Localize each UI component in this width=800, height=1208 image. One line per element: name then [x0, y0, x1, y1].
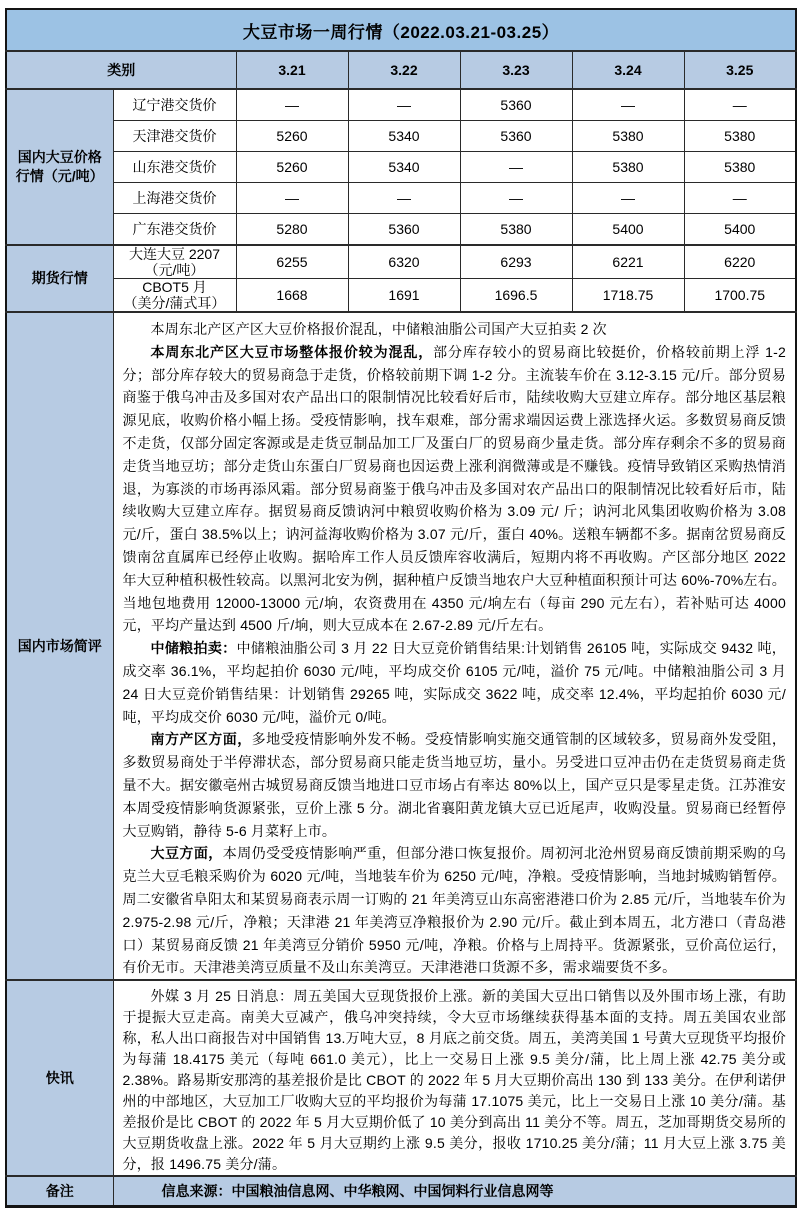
paragraph-lead: 南方产区方面，	[150, 731, 252, 748]
review-paragraph	[123, 318, 787, 341]
column-header-date: 3.24	[572, 51, 684, 89]
table-row	[6, 89, 796, 121]
futures-value-cell: 6255	[236, 245, 348, 279]
futures-value-cell: 6320	[348, 245, 460, 279]
price-value-cell: —	[684, 89, 796, 121]
review-paragraph	[123, 728, 787, 842]
price-value-cell: —	[236, 89, 348, 121]
contract-name-cell	[113, 245, 236, 279]
price-value-cell: 5260	[236, 121, 348, 152]
port-name-cell: 上海港交货价	[113, 183, 236, 214]
contract-name-cell	[113, 279, 236, 313]
page-title: 大豆市场一周行情（2022.03.21-03.25）	[6, 9, 796, 51]
market-review-text	[113, 312, 796, 980]
news-paragraph	[123, 986, 787, 1175]
section-label-note: 备注	[6, 1176, 113, 1207]
paragraph-lead: 大豆方面，	[150, 845, 223, 862]
section-label-news: 快讯	[6, 980, 113, 1176]
section-label-market-review: 国内市场简评	[6, 312, 113, 980]
table-row	[6, 152, 796, 183]
table-row	[6, 245, 796, 279]
price-value-cell: —	[684, 183, 796, 214]
news-text	[113, 980, 796, 1176]
port-name-cell: 辽宁港交货价	[113, 89, 236, 121]
table-row	[6, 121, 796, 152]
futures-value-cell: 6293	[460, 245, 572, 279]
soybean-weekly-table	[5, 8, 797, 1208]
futures-value-cell: 1696.5	[460, 279, 572, 313]
paragraph-body: 多地受疫情影响外发不畅。受疫情影响实施交通管制的区域较多，贸易商外发受阻，多数贸易商处于半停滞状态，部分贸易商只能走货当地豆坊，量小。另受进口豆冲击仍在走货贸易商走货量不大。据安徽亳州古城贸易商反馈当地进口豆市场占有率达 80%以上，国产豆只是零星走货。江苏淮安本周受疫情影响货源紧张，豆价上涨 5 分。湖北省襄阳黄龙镇大豆已近尾声，收购没量。贸易商已经暂停大豆购销，静待 5-6 月菜籽上市。	[122, 731, 787, 839]
futures-value-cell: 1718.75	[572, 279, 684, 313]
price-value-cell: 5380	[572, 152, 684, 183]
paragraph-body: 本周东北产区产区大豆价格报价混乱，中储粮油脂公司国产大豆拍卖 2 次	[150, 321, 607, 337]
price-value-cell: 5360	[460, 121, 572, 152]
paragraph-body: 部分库存较小的贸易商比较挺价，价格较前期上浮 1-2 分；部分库存较大的贸易商急于走货，价格较前期下调 1-2 分。主流装车价在 3.12-3.15 元/斤。部分贸易商鉴于俄乌冲击及多国对农产品出口的限制情况比较看好后市，陆续收购大豆建立库存。部分地区基层粮源见底，收购价格小幅上扬。受疫情影响，找车艰难，部分需求端因运费上涨选择火运。多数贸易商反馈不走货，仅部分固定客源或是走货豆制品加工厂及蛋白厂的贸易商少量走货。部分库存剩余不多的贸易商走货当地豆坊；部分走货山东蛋白厂贸易商也因运费上涨利润微薄或是不赚钱。疫情导致销区采购热情消退，为寡淡的市场再添风霜。部分贸易商鉴于俄乌冲击及多国对农产品出口的限制情况比较看好后市，陆续收购大豆建立库存。据贸易商反馈讷河中粮贸收购价格为 3.09 元/ 斤；讷河北风集团收购价格为 3.08 元/斤，蛋白 38.5%以上；讷河益海收购价格为 3.07 元/斤，蛋白 40%。送粮车辆都不多。据南岔贸易商反馈南岔直属库已经停止收购。据哈库工作人员反馈库容收满后，短期内将不再收购。产区部分地区 2022 年大豆种植积极性较高。以黑河北安为例，据种植户反馈当地农户大豆种植面积预计可达 60%-70%左右。当地包地费用 12000-13000 元/垧，农资费用在 4350 元/垧左右（每亩 290 元左右），若补贴可达 4000 元，平均产量达到 4500 斤/垧，则大豆成本在 2.67-2.89 元/斤左右。	[122, 343, 787, 634]
futures-value-cell: 6221	[572, 245, 684, 279]
review-paragraph	[123, 842, 787, 979]
futures-value-cell: 6220	[684, 245, 796, 279]
paragraph-lead: 中储粮拍卖：	[150, 640, 237, 657]
table-row	[6, 214, 796, 246]
column-header-date: 3.22	[348, 51, 460, 89]
price-value-cell: 5380	[684, 121, 796, 152]
table-row	[6, 183, 796, 214]
port-name-cell: 天津港交货价	[113, 121, 236, 152]
price-value-cell: —	[460, 183, 572, 214]
table-row	[6, 312, 796, 980]
futures-value-cell: 1700.75	[684, 279, 796, 313]
column-header-date: 3.23	[460, 51, 572, 89]
price-value-cell: 5340	[348, 152, 460, 183]
review-paragraph	[123, 341, 787, 637]
column-header-date: 3.25	[684, 51, 796, 89]
price-value-cell: 5360	[348, 214, 460, 246]
table-row	[6, 9, 796, 51]
section-label-domestic-prices	[6, 89, 113, 245]
paragraph-body: 外媒 3 月 25 日消息：周五美国大豆现货报价上涨。新的美国大豆出口销售以及外围市场上涨，有助于提振大豆走高。南美大豆减产，俄乌冲突持续，令大豆市场继续获得基本面的支持。周五美国农业部称，私人出口商报告对中国销售 13.万吨大豆，8 月底之前交货。周五，美湾美国 1 号黄大豆现货平均报价为每蒲 18.4175 美元（每吨 661.0 美元），比上一交易日上涨 9.5 美分/蒲，比上周上涨 42.75 美分或 2.38%。路易斯安那湾的基差报价是比 CBOT 的 2022 年 5 月大豆期价高出 130 到 133 美分。在伊利诺伊州的中部地区，大豆加工厂收购大豆的平均报价为每蒲 17.1075 美元，比上一交易日上涨 10 美分/蒲。基差报价是比 CBOT 的 2022 年 5 月大豆期价低了 10 美分到高出 11 美分不等。周五，芝加哥期货交易所的大豆期货收盘上涨。2022 年 5 月大豆期约上涨 9.5 美分，报收 1710.25 美分/蒲；11 月大豆上涨 3.75 美分，报 1496.75 美分/蒲。	[122, 988, 787, 1173]
section-label-futures: 期货行情	[6, 245, 113, 312]
table-row	[6, 980, 796, 1176]
paragraph-lead: 本周东北产区大豆市场整体报价较为混乱，	[150, 343, 434, 360]
contract-name-line: （美分/蒲式耳）	[123, 295, 226, 311]
price-value-cell: 5280	[236, 214, 348, 246]
futures-value-cell: 1668	[236, 279, 348, 313]
price-value-cell: 5400	[684, 214, 796, 246]
port-name-cell: 广东港交货价	[113, 214, 236, 246]
column-header-date: 3.21	[236, 51, 348, 89]
table-header-row	[6, 51, 796, 89]
price-value-cell: —	[348, 89, 460, 121]
table-row	[6, 1176, 796, 1207]
price-value-cell: 5380	[572, 121, 684, 152]
futures-value-cell: 1691	[348, 279, 460, 313]
price-value-cell: —	[348, 183, 460, 214]
contract-name-line: CBOT5 月	[142, 279, 207, 295]
price-value-cell: 5260	[236, 152, 348, 183]
info-sources-text: 信息来源：中国粮油信息网、中华粮网、中国饲料行业信息网等	[113, 1176, 796, 1207]
price-value-cell: 5340	[348, 121, 460, 152]
paragraph-body: 本周仍受受疫情影响严重，但部分港口恢复报价。周初河北沧州贸易商反馈前期采购的乌克兰大豆毛粮采购价为 6020 元/吨，当地装车价为 6250 元/吨，净粮。受疫情影响，当地封城购销暂停。周二安徽省阜阳太和某贸易商表示周一订购的 21 年美湾豆山东高密港港口价为 2.85 元/斤，当地装车价为 2.975-2.98 元/斤，净粮；天津港 21 年美湾豆净粮报价为 2.90 元/斤。截止到本周五，北方港口（青岛港口）某贸易商反馈 21 年美湾豆分销价 5950 元/吨，净粮。价格与上周持平。货源紧张，豆价高位运行，有价无市。天津港美湾豆质量不及山东美湾豆。天津港港口货源不多，需求端要货不多。	[122, 845, 787, 976]
price-value-cell: 5360	[460, 89, 572, 121]
column-header-category: 类别	[6, 51, 236, 89]
price-value-cell: —	[460, 152, 572, 183]
section-label-line: 国内大豆价格	[17, 149, 102, 165]
section-label-line: 行情（元/吨）	[15, 168, 104, 184]
contract-name-line: 大连大豆 2207	[128, 246, 221, 262]
paragraph-body: 中储粮油脂公司 3 月 22 日大豆竞价销售结果:计划销售 26105 吨，实际成交 9432 吨，成交率 36.1%，平均起拍价 6030 元/吨，平均成交价 6105 元/吨，溢价 75 元/吨。中储粮油脂公司 3 月 24 日大豆竞价销售结果：计划销售 29265 吨，实际成交 3622 吨，成交率 12.4%，平均起拍价 6030 元/吨，平均成交价 6030 元/吨，溢价元 0/吨。	[122, 640, 787, 725]
price-value-cell: 5400	[572, 214, 684, 246]
price-value-cell: 5380	[684, 152, 796, 183]
price-value-cell: —	[572, 183, 684, 214]
contract-name-line: （元/吨）	[144, 262, 205, 278]
port-name-cell: 山东港交货价	[113, 152, 236, 183]
review-paragraph	[123, 637, 787, 728]
table-row	[6, 279, 796, 313]
price-value-cell: —	[236, 183, 348, 214]
price-value-cell: 5380	[460, 214, 572, 246]
price-value-cell: —	[572, 89, 684, 121]
